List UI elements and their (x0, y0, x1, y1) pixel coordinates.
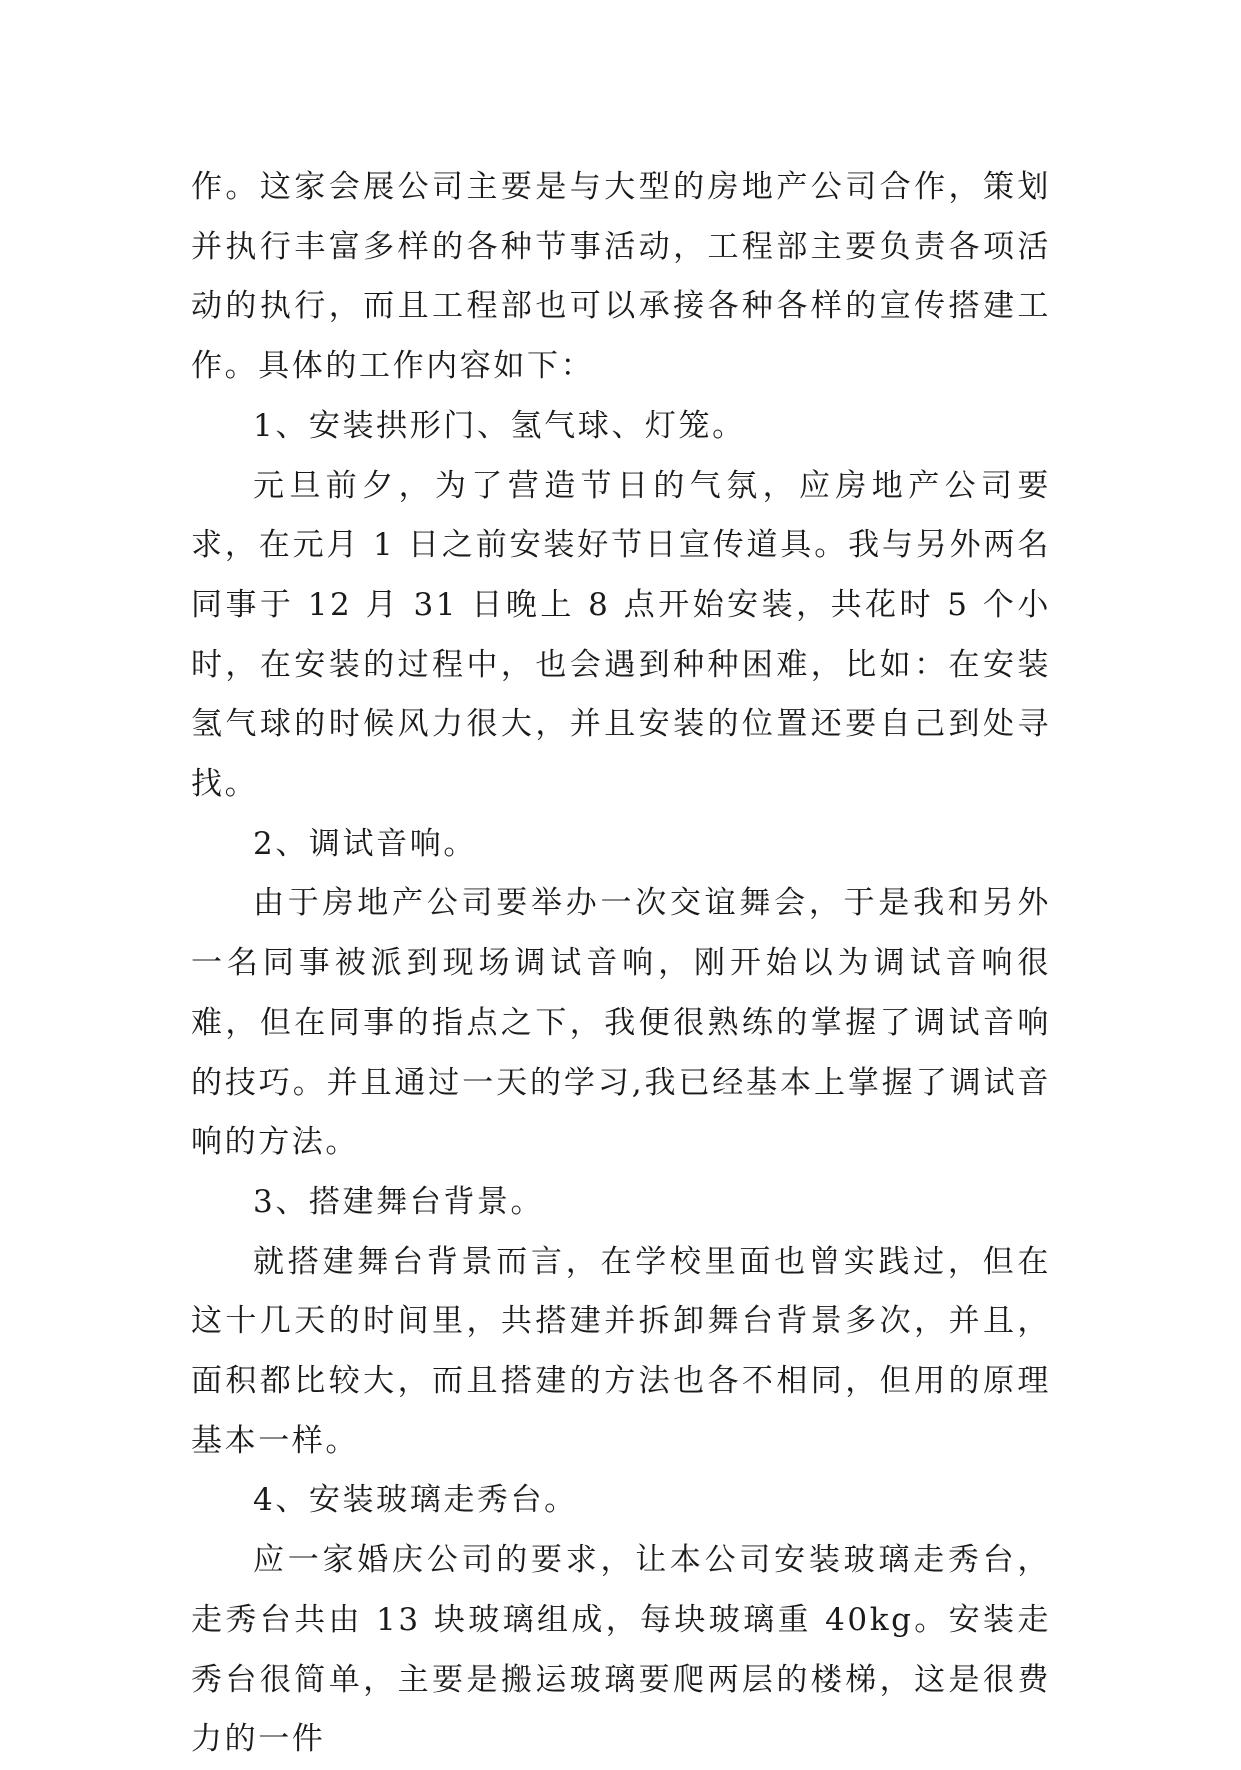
paragraph-intro-continued: 作。这家会展公司主要是与大型的房地产公司合作，策划并执行丰富多样的各种节事活动，工程部主要负责各项活动的执行，而且工程部也可以承接各种各样的宣传搭建工作。具体的工作内容如下： (191, 169, 1051, 385)
heading-item-3: 3、搭建舞台背景。 (253, 1183, 545, 1220)
heading-item-1: 1、安装拱形门、氢气球、灯笼。 (253, 407, 746, 444)
heading-item-2: 2、调试音响。 (253, 825, 477, 862)
heading-item-4: 4、安装玻璃走秀台。 (253, 1482, 578, 1519)
paragraph-item-2: 由于房地产公司要举办一次交谊舞会，于是我和另外一名同事被派到现场调试音响，刚开始以为调试音响很难，但在同事的指点之下，我便很熟练的掌握了调试音响的技巧。并且通过一天的学习,我已经基本上掌握了调试音响的方法。 (191, 885, 1051, 1161)
document-body (191, 158, 1051, 1770)
paragraph-item-4: 应一家婚庆公司的要求，让本公司安装玻璃走秀台，走秀台共由 13 块玻璃组成，每块玻璃重 40kg。安装走秀台很简单，主要是搬运玻璃要爬两层的楼梯，这是很费力的一件 (191, 1542, 1051, 1758)
paragraph-item-3: 就搭建舞台背景而言，在学校里面也曾实践过，但在这十几天的时间里，共搭建并拆卸舞台背景多次，并且，面积都比较大，而且搭建的方法也各不相同，但用的原理基本一样。 (191, 1243, 1051, 1459)
paragraph-item-1: 元旦前夕，为了营造节日的气氛，应房地产公司要求，在元月 1 日之前安装好节日宣传道具。我与另外两名同事于 12 月 31 日晚上 8 点开始安装，共花时 5 个小时，在安装的过程中，也会遇到种种困难，比如：在安装氢气球的时候风力很大，并且安装的位置还要自己到处寻找。 (191, 467, 1051, 803)
